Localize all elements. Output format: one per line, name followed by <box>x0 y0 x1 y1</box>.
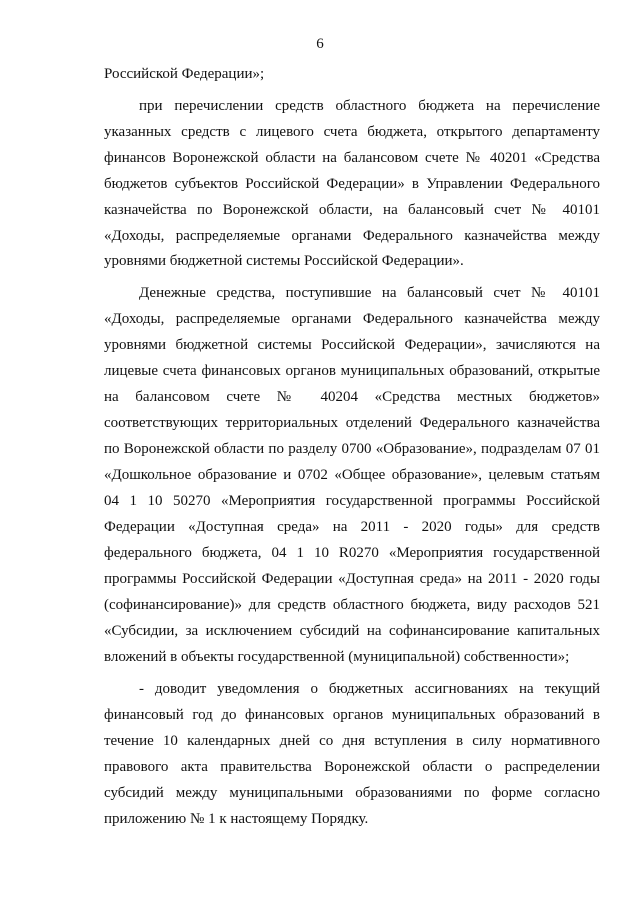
text-line: субсидий между муниципальными образованиями по форме согласно <box>104 785 600 801</box>
text-line: программы Российской Федерации «Доступная среда» на 2011 - 2020 годы <box>104 571 600 587</box>
text-line: Российской Федерации»; <box>104 66 265 82</box>
text-line: «Доходы, распределяемые органами Федерального казначейства между <box>104 228 600 244</box>
text-line: - доводит уведомления о бюджетных ассигнованиях на текущий <box>139 681 600 697</box>
text-line: уровнями бюджетной системы Российской Федерации», зачисляются на <box>104 337 600 353</box>
text-line: уровнями бюджетной системы Российской Федерации». <box>104 253 464 269</box>
page-number: 6 <box>316 36 324 52</box>
text-line: Денежные средства, поступившие на балансовый счет № 40101 <box>139 285 600 301</box>
text-line: финансовый год до финансовых органов муниципальных образований в <box>104 707 600 723</box>
text-line: правового акта правительства Воронежской области о распределении <box>104 759 600 775</box>
text-line: приложению № 1 к настоящему Порядку. <box>104 811 369 827</box>
text-line: бюджетов субъектов Российской Федерации» в Управлении Федерального <box>104 176 600 192</box>
text-line: Федерации «Доступная среда» на 2011 - 2020 годы» для средств <box>104 519 600 535</box>
text-line: соответствующих территориальных отделений Федерального казначейства <box>104 415 600 431</box>
text-line: «Дошкольное образование и 0702 «Общее образование», целевым статьям <box>104 467 600 483</box>
text-line: (софинансирование)» для средств областного бюджета, виду расходов 521 <box>104 597 600 613</box>
text-line: течение 10 календарных дней со дня вступления в силу нормативного <box>104 733 600 749</box>
text-line: финансов Воронежской области на балансовом счете № 40201 «Средства <box>104 150 600 166</box>
text-line: указанных средств с лицевого счета бюджета, открытого департаменту <box>104 124 600 140</box>
text-line: 04 1 10 50270 «Мероприятия государственной программы Российской <box>104 493 600 509</box>
text-line: лицевые счета финансовых органов муниципальных образований, открытые <box>104 363 600 379</box>
text-line: казначейства по Воронежской области, на балансовый счет № 40101 <box>104 202 600 218</box>
text-line: «Субсидии, за исключением субсидий на софинансирование капитальных <box>104 623 600 639</box>
text-line: на балансовом счете № 40204 «Средства местных бюджетов» <box>104 389 600 405</box>
text-line: по Воронежской области по разделу 0700 «Образование», подразделам 07 01 <box>104 441 600 457</box>
text-line: «Доходы, распределяемые органами Федерального казначейства между <box>104 311 600 327</box>
text-line: федерального бюджета, 04 1 10 R0270 «Мероприятия государственной <box>104 545 600 561</box>
text-line: вложений в объекты государственной (муниципальной) собственности»; <box>104 649 570 665</box>
text-line: при перечислении средств областного бюджета на перечисление <box>139 98 600 114</box>
